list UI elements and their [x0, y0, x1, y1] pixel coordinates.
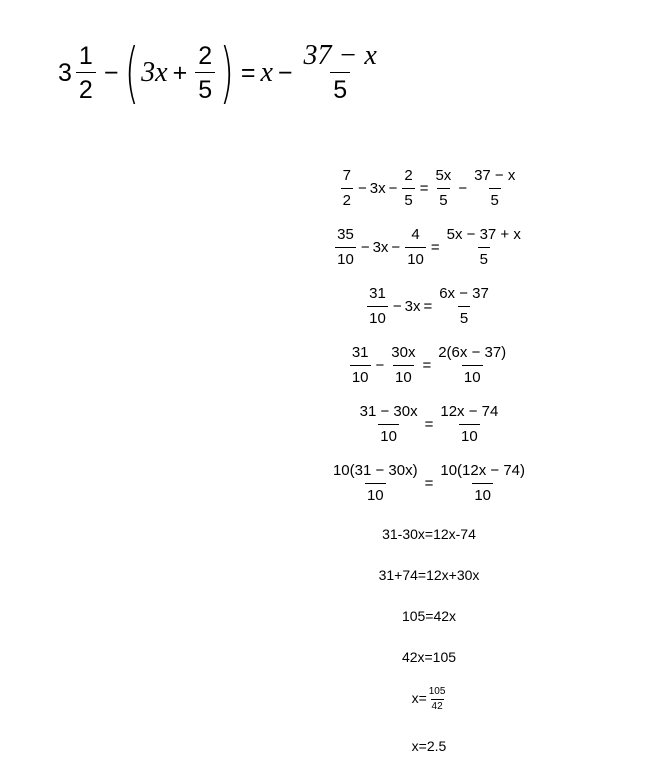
equation-step-3: [129, 284, 663, 329]
equation-step-1: [129, 166, 663, 211]
fraction-denominator: 10: [472, 483, 493, 506]
fraction: [437, 284, 491, 329]
fraction-numerator: 10(12x − 74): [440, 462, 526, 479]
equation-step-4: [129, 343, 663, 388]
fraction-numerator: 31 − 30x: [359, 403, 418, 420]
left-parenthesis: (: [125, 34, 140, 111]
fraction-numerator: 37 − x: [474, 167, 516, 184]
solution-line-4: 42x=105: [401, 649, 457, 665]
fraction-numerator: 5x − 37 + x: [446, 226, 521, 243]
fraction-numerator: 7: [342, 167, 351, 184]
fraction-numerator: 37 − x: [303, 40, 377, 71]
fraction: [433, 166, 453, 211]
fraction: [389, 343, 417, 388]
fraction: [335, 225, 356, 270]
plus-sign: +: [172, 58, 188, 87]
fraction-denominator: 10: [462, 365, 483, 388]
fraction-denominator: 5: [330, 72, 350, 104]
equation-step-5: [129, 402, 663, 447]
fraction-numerator: 105: [428, 686, 446, 697]
equals-sign: =: [424, 475, 434, 492]
term-3x: 3x: [141, 57, 168, 88]
fraction-denominator: 5: [458, 306, 470, 329]
equation-step-2: [129, 225, 663, 270]
fraction-denominator: 5: [437, 188, 449, 211]
fraction: [358, 402, 420, 447]
fraction-denominator: 2: [341, 188, 353, 211]
fraction-denominator: 5: [489, 188, 501, 211]
equals-sign: =: [430, 239, 440, 256]
fraction-numerator: 6x − 37: [439, 285, 489, 302]
right-parenthesis: ): [219, 34, 235, 111]
whole-number: 3: [58, 58, 72, 87]
fraction: [405, 225, 426, 270]
term: 3x: [369, 180, 386, 197]
fraction-denominator: 10: [393, 365, 414, 388]
fraction: [367, 284, 388, 329]
operator: −: [392, 298, 402, 315]
operator: −: [458, 180, 468, 197]
equals-sign: =: [422, 357, 432, 374]
fraction-numerator: 4: [411, 226, 420, 243]
fraction-denominator: 10: [378, 424, 399, 447]
fraction-denominator: 5: [195, 72, 215, 104]
equals-sign: =: [419, 180, 429, 197]
fraction: [438, 461, 527, 506]
fraction: [331, 461, 420, 506]
fraction: [350, 343, 371, 388]
term: 3x: [404, 298, 421, 315]
fraction-denominator: 5: [478, 247, 490, 270]
operator: −: [357, 180, 367, 197]
problem-equation: [58, 36, 383, 110]
equals-sign: =: [423, 298, 433, 315]
solution-line-3: 105=42x: [401, 608, 457, 624]
fraction-numerator: 35: [337, 226, 354, 243]
solution-line-2: 31+74=12x+30x: [378, 567, 480, 583]
fraction-denominator: 10: [459, 424, 480, 447]
fraction-37-minus-x-over-5: [301, 42, 380, 104]
fraction-denominator: 42: [431, 701, 443, 712]
fraction-denominator: 10: [365, 483, 386, 506]
equals-sign: =: [424, 416, 434, 433]
operator: −: [388, 180, 398, 197]
minus-sign: −: [277, 58, 293, 87]
fraction: [436, 343, 508, 388]
fraction: [341, 166, 353, 211]
solution-line-5: [0, 686, 663, 713]
fraction-denominator: 5: [402, 188, 414, 211]
fraction-numerator: 30x: [391, 344, 416, 361]
x-equals: x=: [411, 690, 427, 707]
fraction-denominator: 2: [76, 72, 96, 104]
fraction-denominator: 10: [350, 365, 371, 388]
minus-sign: −: [103, 58, 119, 87]
fraction-one-half: [76, 42, 96, 104]
fraction-numerator: 2(6x − 37): [438, 344, 507, 361]
solution-line-6: x=2.5: [411, 738, 447, 754]
fraction-numerator: 1: [78, 42, 93, 70]
fraction: [472, 166, 517, 211]
operator: −: [360, 239, 370, 256]
operator: −: [375, 357, 385, 374]
fraction-105-over-42: [428, 686, 447, 713]
fraction-numerator: 2: [404, 167, 413, 184]
fraction: [402, 166, 414, 211]
fraction-denominator: 10: [335, 247, 356, 270]
equation-step-6: [129, 461, 663, 506]
fraction-numerator: 10(31 − 30x): [332, 462, 418, 479]
operator: −: [391, 239, 401, 256]
fraction-numerator: 12x − 74: [440, 403, 499, 420]
fraction-numerator: 31: [369, 285, 386, 302]
fraction: [438, 402, 500, 447]
fraction: [445, 225, 523, 270]
equals-sign: =: [240, 58, 256, 87]
fraction-denominator: 10: [367, 306, 388, 329]
term: 3x: [372, 239, 389, 256]
fraction-numerator: 5x: [435, 167, 452, 184]
rhs-x: x: [260, 57, 273, 88]
fraction-denominator: 10: [405, 247, 426, 270]
solution-line-1: 31-30x=12x-74: [382, 526, 476, 542]
fraction-two-fifths: [195, 42, 215, 104]
fraction-numerator: 2: [198, 42, 213, 70]
fraction-numerator: 31: [351, 344, 369, 361]
